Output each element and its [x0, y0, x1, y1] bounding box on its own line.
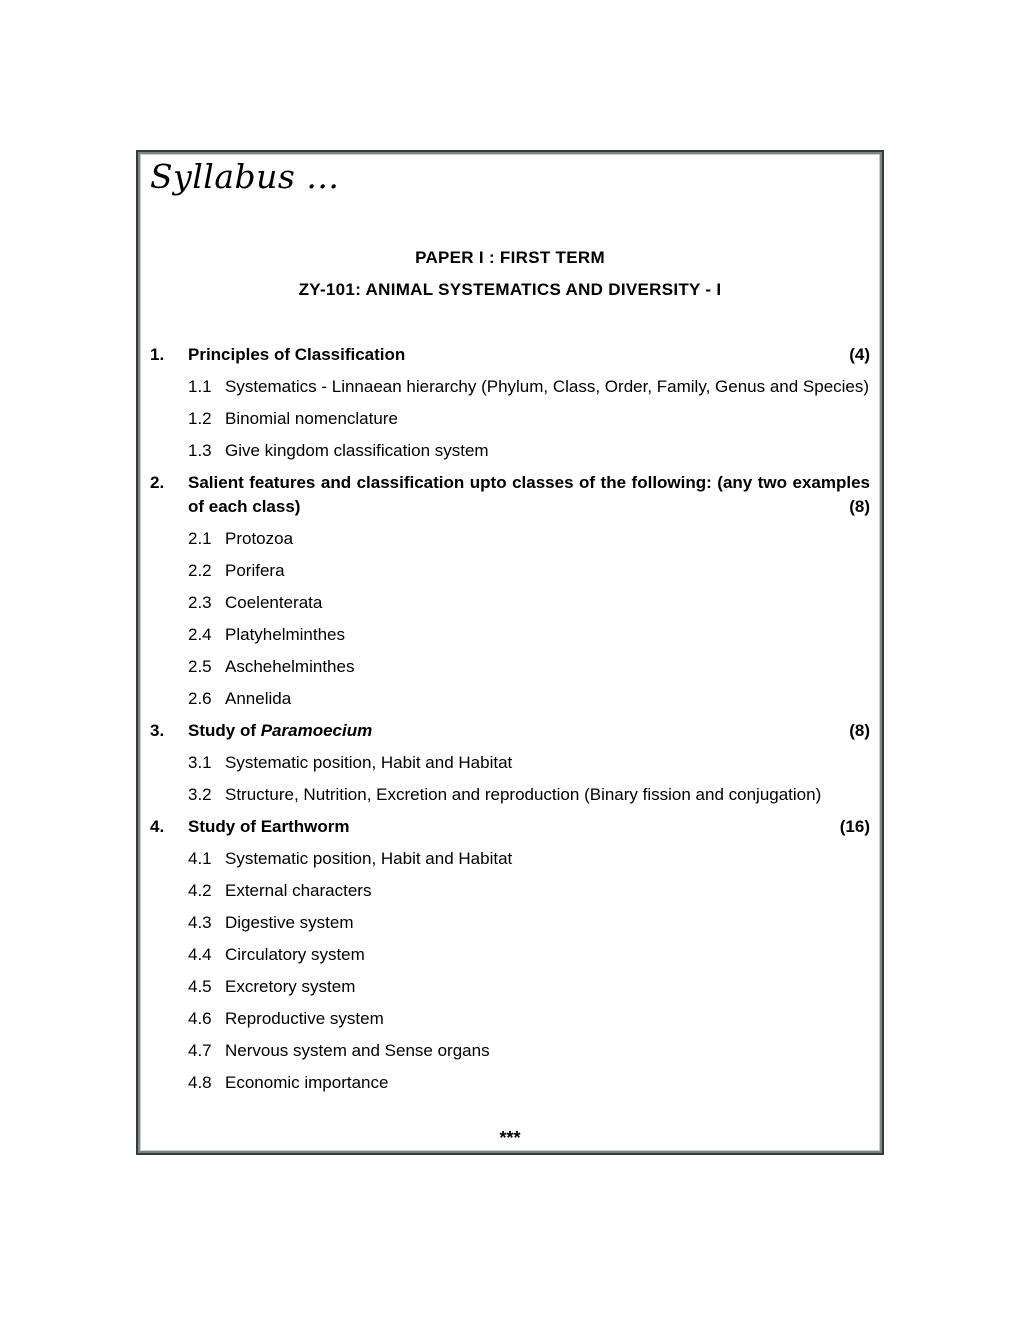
item-text: Systematic position, Habit and Habitat [225, 753, 513, 772]
list-item [150, 939, 870, 971]
list-item [150, 1003, 870, 1035]
section-marks: (8) [849, 497, 870, 516]
section-marks: (4) [849, 345, 870, 364]
section-number: 2. [150, 473, 165, 492]
section-number: 3. [150, 721, 165, 740]
section-heading [150, 715, 870, 747]
section-heading [150, 339, 870, 371]
item-text: Circulatory system [225, 945, 365, 964]
item-text: Binomial nomenclature [225, 409, 398, 428]
section-title-text: Principles of Classification [188, 345, 406, 364]
list-item [150, 651, 870, 683]
list-item [150, 907, 870, 939]
list-item [150, 555, 870, 587]
item-number: 4.2 [188, 881, 212, 900]
list-item [150, 875, 870, 907]
item-text: Structure, Nutrition, Excretion and reproduction (Binary fission and conjugation) [225, 785, 822, 804]
item-number: 2.4 [188, 625, 212, 644]
item-number: 3.1 [188, 753, 212, 772]
end-mark: *** [499, 1128, 521, 1148]
list-item [150, 403, 870, 435]
list-item [150, 1035, 870, 1067]
item-text: Aschehelminthes [225, 657, 355, 676]
list-item [150, 747, 870, 779]
section-title-text: Salient features and classification upto classes of the following: (any two examples of each class) [188, 473, 870, 516]
section-marks: (16) [839, 817, 870, 836]
item-number: 4.1 [188, 849, 212, 868]
section-number: 4. [150, 817, 165, 836]
item-number: 4.8 [188, 1073, 212, 1092]
item-number: 3.2 [188, 785, 212, 804]
section-title-text: Study of [188, 721, 261, 740]
course-heading: ZY-101: ANIMAL SYSTEMATICS AND DIVERSITY - I [298, 280, 722, 299]
item-text: Protozoa [225, 529, 294, 548]
item-text: External characters [225, 881, 372, 900]
list-item [150, 523, 870, 555]
item-text: Give kingdom classification system [225, 441, 489, 460]
syllabus-list [150, 339, 870, 1099]
item-number: 2.6 [188, 689, 212, 708]
item-text: Economic importance [225, 1073, 389, 1092]
section-heading [150, 811, 870, 843]
list-item [150, 435, 870, 467]
item-number: 4.7 [188, 1041, 212, 1060]
item-number: 1.1 [188, 377, 212, 396]
section-title [188, 715, 870, 747]
section-title [188, 811, 870, 843]
item-text: Digestive system [225, 913, 354, 932]
item-text: Nervous system and Sense organs [225, 1041, 490, 1060]
item-text: Systematic position, Habit and Habitat [225, 849, 513, 868]
item-text: Systematics - Linnaean hierarchy (Phylum, Class, Order, Family, Genus and Species) [225, 377, 870, 396]
list-item [150, 587, 870, 619]
item-text: Annelida [225, 689, 292, 708]
page-title: Syllabus ... [150, 157, 340, 196]
list-item [150, 683, 870, 715]
section-marks: (8) [849, 721, 870, 740]
list-item [150, 619, 870, 651]
section-heading [150, 467, 870, 523]
item-number: 4.4 [188, 945, 212, 964]
item-number: 2.5 [188, 657, 212, 676]
paper-heading: PAPER I : FIRST TERM [415, 248, 605, 267]
section-title [188, 471, 870, 519]
item-number: 1.2 [188, 409, 212, 428]
item-number: 4.6 [188, 1009, 212, 1028]
item-text: Platyhelminthes [225, 625, 346, 644]
item-number: 2.1 [188, 529, 212, 548]
list-item [150, 843, 870, 875]
list-item [150, 371, 870, 403]
section-title-italic: Paramoecium [260, 721, 373, 740]
section-title [188, 339, 870, 371]
list-item [150, 1067, 870, 1099]
item-number: 2.3 [188, 593, 212, 612]
item-text: Excretory system [225, 977, 356, 996]
item-text: Porifera [225, 561, 285, 580]
item-number: 4.3 [188, 913, 212, 932]
list-item [150, 971, 870, 1003]
list-item [150, 779, 870, 811]
item-text: Coelenterata [225, 593, 323, 612]
item-number: 4.5 [188, 977, 212, 996]
item-text: Reproductive system [225, 1009, 384, 1028]
section-number: 1. [150, 345, 165, 364]
section-title-text: Study of Earthworm [188, 817, 350, 836]
item-number: 1.3 [188, 441, 212, 460]
item-number: 2.2 [188, 561, 212, 580]
